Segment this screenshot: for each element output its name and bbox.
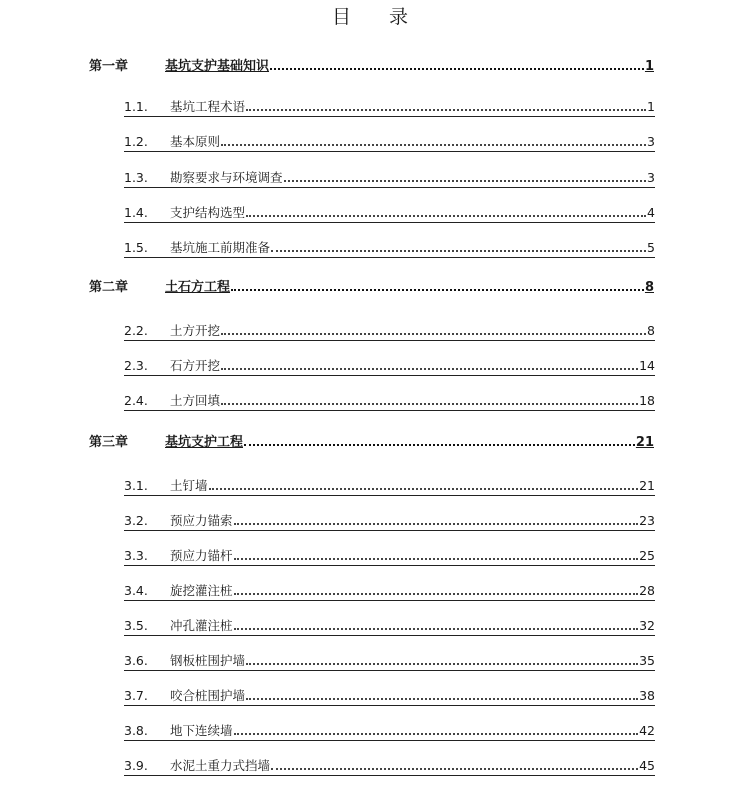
dot-leader: [209, 488, 639, 490]
chapter-number: 第二章: [89, 280, 129, 295]
toc-section-3-9[interactable]: [124, 757, 655, 776]
page-number: 14: [639, 358, 655, 373]
section-number: 2.2.: [124, 323, 148, 338]
toc-section-1-5[interactable]: [124, 239, 655, 258]
section-number: 1.5.: [124, 240, 148, 255]
section-title: 基坑工程术语: [170, 99, 246, 114]
page-number: 42: [639, 723, 655, 738]
page-number: 8: [647, 323, 655, 338]
dot-leader: [271, 250, 646, 252]
section-title: 石方开挖: [170, 358, 221, 373]
page-number: 28: [639, 583, 655, 598]
section-number: 2.4.: [124, 393, 148, 408]
dot-leader: [234, 593, 639, 595]
section-title: 水泥土重力式挡墙: [170, 758, 271, 773]
section-number: 3.7.: [124, 688, 148, 703]
chapter-title: 基坑支护工程: [165, 435, 244, 450]
section-title: 旋挖灌注桩: [170, 583, 233, 598]
page-number: 32: [639, 618, 655, 633]
dot-leader: [246, 663, 638, 665]
toc-section-3-3[interactable]: [124, 547, 655, 566]
dot-leader: [221, 368, 638, 370]
section-title: 基坑施工前期准备: [170, 240, 271, 255]
section-title: 地下连续墙: [170, 723, 233, 738]
section-title: 咬合桩围护墙: [170, 688, 246, 703]
toc-section-3-1[interactable]: [124, 477, 655, 496]
toc-section-3-8[interactable]: [124, 722, 655, 741]
toc-section-3-7[interactable]: [124, 687, 655, 706]
page-number: 35: [639, 653, 655, 668]
toc-section-1-4[interactable]: [124, 204, 655, 223]
chapter-number: 第三章: [89, 435, 129, 450]
toc-section-3-6[interactable]: [124, 652, 655, 671]
toc-chapter-2[interactable]: [89, 279, 654, 297]
page-number: 23: [639, 513, 655, 528]
section-number: 1.2.: [124, 134, 148, 149]
toc-title: 目 录: [331, 6, 411, 28]
page-number: 1: [644, 59, 654, 74]
section-title: 勘察要求与环境调查: [170, 170, 283, 185]
toc-section-3-5[interactable]: [124, 617, 655, 636]
toc-section-2-2[interactable]: [124, 322, 655, 341]
section-title: 冲孔灌注桩: [170, 618, 233, 633]
section-title: 土方开挖: [170, 323, 221, 338]
page-number: 3: [647, 170, 655, 185]
page-number: 8: [644, 280, 654, 295]
dot-leader: [234, 628, 639, 630]
section-number: 1.4.: [124, 205, 148, 220]
dot-leader: [244, 444, 635, 446]
section-title: 基本原则: [170, 134, 221, 149]
page-number: 3: [647, 134, 655, 149]
chapter-title: 土石方工程: [165, 280, 231, 295]
dot-leader: [246, 698, 638, 700]
dot-leader: [270, 68, 644, 70]
section-title: 土方回填: [170, 393, 221, 408]
toc-section-2-3[interactable]: [124, 357, 655, 376]
section-number: 3.3.: [124, 548, 148, 563]
page-number: 21: [635, 435, 654, 450]
dot-leader: [234, 523, 639, 525]
section-number: 3.4.: [124, 583, 148, 598]
page-number: 45: [639, 758, 655, 773]
dot-leader: [221, 403, 638, 405]
page-number: 38: [639, 688, 655, 703]
section-title: 预应力锚杆: [170, 548, 233, 563]
toc-chapter-3[interactable]: [89, 434, 654, 452]
section-title: 钢板桩围护墙: [170, 653, 246, 668]
dot-leader: [231, 289, 644, 291]
page-number: 21: [639, 478, 655, 493]
section-number: 3.8.: [124, 723, 148, 738]
chapter-title: 基坑支护基础知识: [165, 59, 270, 74]
section-number: 3.2.: [124, 513, 148, 528]
section-number: 3.1.: [124, 478, 148, 493]
dot-leader: [221, 333, 646, 335]
toc-section-1-2[interactable]: [124, 133, 655, 152]
dot-leader: [234, 733, 639, 735]
page-number: 5: [647, 240, 655, 255]
toc-chapter-1[interactable]: [89, 58, 654, 76]
chapter-number: 第一章: [89, 59, 129, 74]
section-title: 支护结构选型: [170, 205, 246, 220]
section-number: 3.6.: [124, 653, 148, 668]
page-number: 4: [647, 205, 655, 220]
page-number: 25: [639, 548, 655, 563]
dot-leader: [246, 215, 646, 217]
section-number: 1.1.: [124, 99, 148, 114]
toc-section-2-4[interactable]: [124, 392, 655, 411]
page-number: 18: [639, 393, 655, 408]
dot-leader: [221, 144, 646, 146]
toc-section-3-2[interactable]: [124, 512, 655, 531]
section-number: 1.3.: [124, 170, 148, 185]
section-number: 3.5.: [124, 618, 148, 633]
section-title: 土钉墙: [170, 478, 208, 493]
dot-leader: [234, 558, 639, 560]
dot-leader: [284, 180, 647, 182]
section-number: 3.9.: [124, 758, 148, 773]
page-number: 1: [647, 99, 655, 114]
toc-section-1-1[interactable]: [124, 98, 655, 117]
dot-leader: [271, 768, 638, 770]
toc-section-3-4[interactable]: [124, 582, 655, 601]
section-title: 预应力锚索: [170, 513, 233, 528]
section-number: 2.3.: [124, 358, 148, 373]
dot-leader: [246, 109, 646, 111]
toc-section-1-3[interactable]: [124, 169, 655, 188]
